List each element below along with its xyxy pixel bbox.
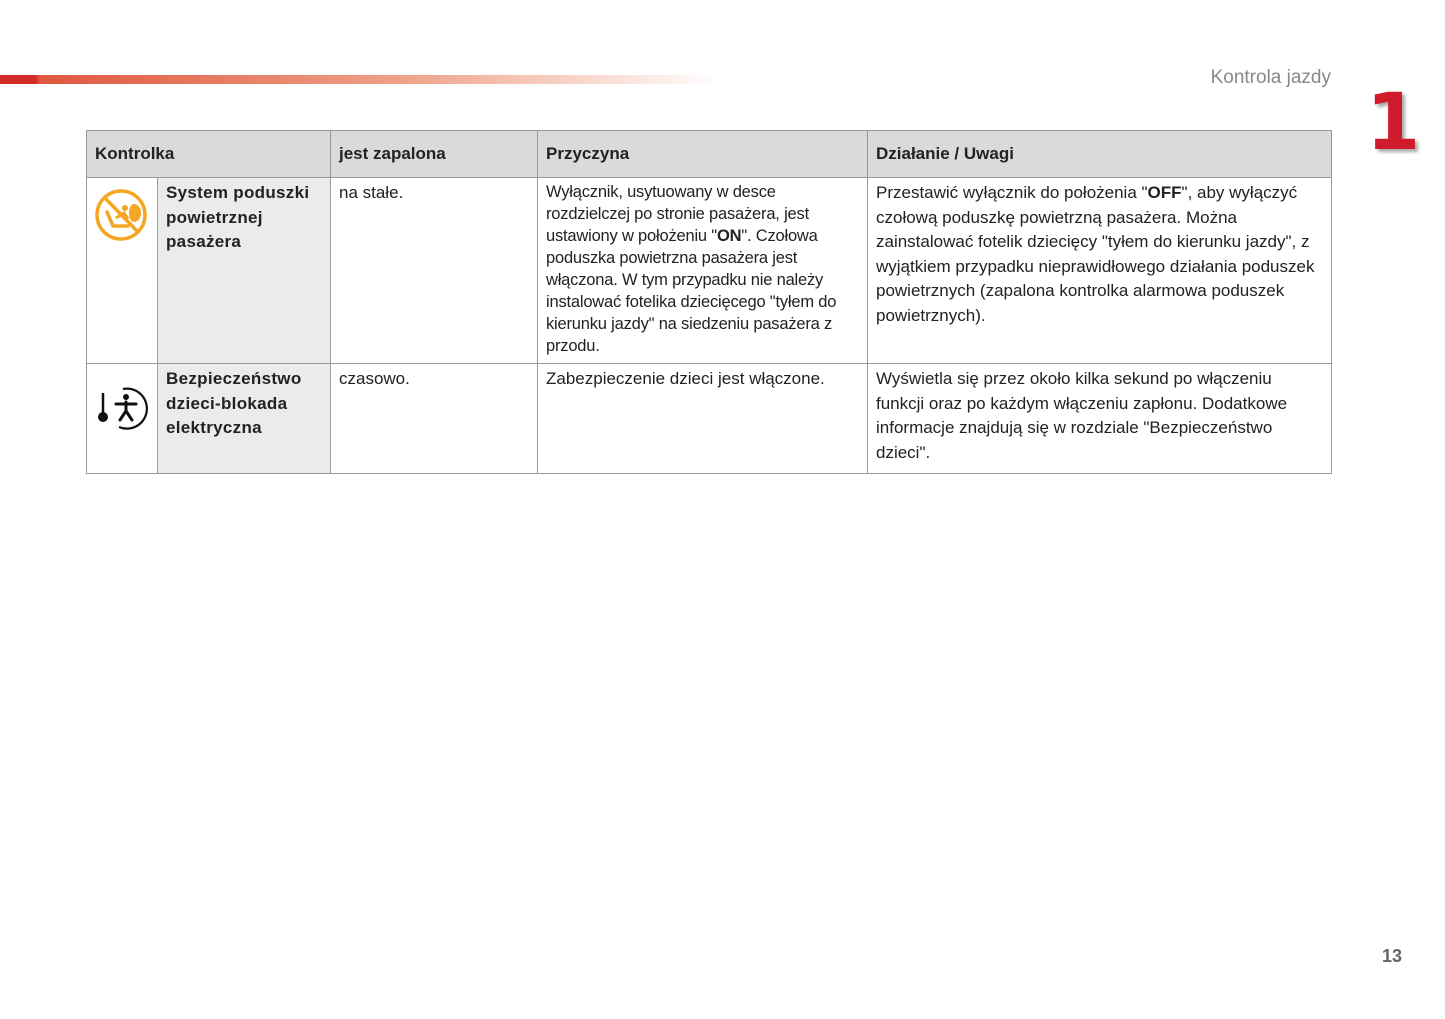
action-bold: OFF [1147, 183, 1182, 202]
airbag-off-icon [94, 188, 148, 242]
action-text [868, 178, 1332, 364]
page-number: 13 [1382, 946, 1403, 966]
table-row [87, 364, 1332, 474]
indicator-name: Bezpieczeństwo dzieci-blokada elektryczna [158, 364, 331, 474]
cause-text [538, 178, 868, 364]
cause-part: Wyłącznik, usytuowany w desce rozdzielczej po stronie pasażera, jest ustawiony w położeniu " [546, 183, 809, 245]
cause-bold: ON [716, 227, 742, 245]
section-title: Kontrola jazdy [1210, 67, 1331, 88]
header-accent-bar [0, 75, 720, 84]
icon-cell [87, 178, 158, 364]
cause-text: Zabezpieczenie dzieci jest włączone. [538, 364, 868, 474]
header-action: Działanie / Uwagi [868, 131, 1332, 178]
header-lit: jest zapalona [331, 131, 538, 178]
indicator-name: System poduszki powietrznej pasażera [158, 178, 331, 364]
chapter-number: 1 [1366, 78, 1421, 168]
header-cause: Przyczyna [538, 131, 868, 178]
action-part: ", aby wyłączyć czołową poduszkę powietrzną pasażera. Można zainstalować fotelik dziecięcy "tyłem do kierunku jazdy", z wyjątkiem przypadku nieprawidłowego działania poduszek powietrznych (zapalona kontrolka alarmowa poduszek powietrznych). [876, 183, 1315, 325]
icon-cell [87, 364, 158, 474]
action-part: Przestawić wyłącznik do położenia " [876, 183, 1148, 202]
table-row [87, 178, 1332, 364]
child-lock-icon [95, 383, 149, 435]
table-header-row [87, 131, 1332, 178]
cause-part: ". Czołowa poduszka powietrzna pasażera jest włączona. W tym przypadku nie należy instalować fotelika dziecięcego "tyłem do kierunku jazdy" na siedzeniu pasażera z przodu. [546, 227, 837, 355]
lit-status: czasowo. [331, 364, 538, 474]
lit-status: na stałe. [331, 178, 538, 364]
header-kontrolka: Kontrolka [87, 131, 331, 178]
warning-lights-table [86, 130, 1332, 474]
action-text: Wyświetla się przez około kilka sekund po włączeniu funkcji oraz po każdym włączeniu zapłonu. Dodatkowe informacje znajdują się w rozdziale "Bezpieczeństwo dzieci". [868, 364, 1332, 474]
